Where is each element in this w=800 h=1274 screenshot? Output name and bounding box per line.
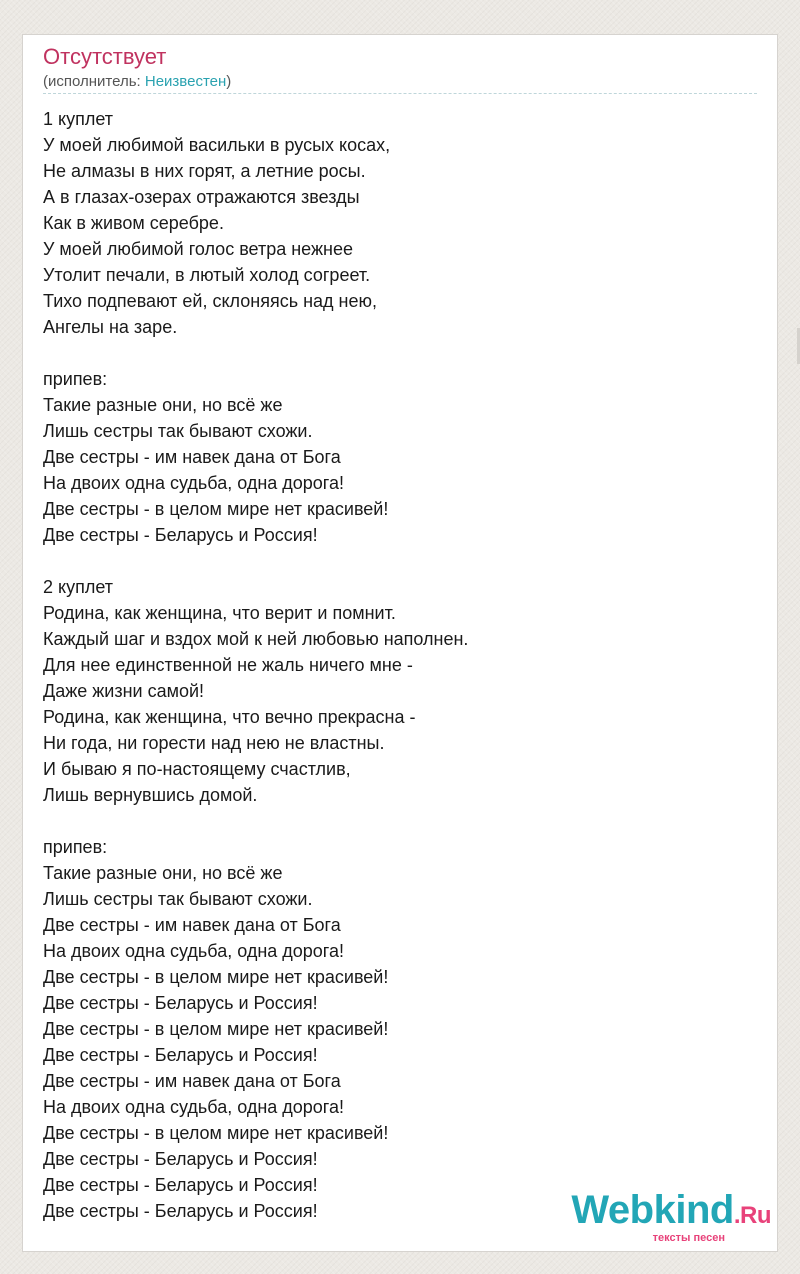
artist-prefix: (исполнитель: (43, 73, 145, 90)
lyric-line: Две сестры - в целом мире нет красивей! (43, 967, 389, 987)
lyric-line: припев: (43, 837, 108, 857)
logo-tld: .Ru (733, 1202, 771, 1229)
lyric-line: На двоих одна судьба, одна дорога! (43, 941, 344, 961)
lyric-line: Две сестры - Беларусь и Россия! (43, 1175, 318, 1195)
lyric-line: Лишь сестры так бывают схожи. (43, 421, 313, 441)
lyric-line: Даже жизни самой! (43, 681, 205, 701)
lyric-line: У моей любимой васильки в русых косах, (43, 135, 391, 155)
lyric-line: Родина, как женщина, что верит и помнит. (43, 603, 396, 623)
lyric-line: Лишь вернувшись домой. (43, 785, 258, 805)
lyric-line: Лишь сестры так бывают схожи. (43, 889, 313, 909)
lyric-line: Ни года, ни горести над нею не властны. (43, 733, 385, 753)
lyrics-card (22, 34, 778, 1252)
lyric-line: На двоих одна судьба, одна дорога! (43, 1097, 344, 1117)
lyric-line: На двоих одна судьба, одна дорога! (43, 473, 344, 493)
lyric-line: Тихо подпевают ей, склоняясь над нею, (43, 291, 377, 311)
lyric-line: Две сестры - Беларусь и Россия! (43, 525, 318, 545)
lyric-line: Две сестры - им навек дана от Бога (43, 915, 341, 935)
lyric-line: Две сестры - Беларусь и Россия! (43, 1149, 318, 1169)
lyric-line (43, 808, 468, 834)
lyric-line: Две сестры - Беларусь и Россия! (43, 993, 318, 1013)
lyric-line: Каждый шаг и вздох мой к ней любовью наполнен. (43, 629, 469, 649)
lyric-line: Две сестры - в целом мире нет красивей! (43, 499, 389, 519)
lyric-line: Родина, как женщина, что вечно прекрасна - (43, 707, 416, 727)
title-divider (43, 93, 757, 94)
logo-tagline: тексты песен (652, 1232, 725, 1244)
artist-link[interactable]: Неизвестен (144, 73, 227, 90)
lyric-line: Утолит печали, в лютый холод согреет. (43, 265, 371, 285)
lyric-line: Для нее единственной не жаль ничего мне - (43, 655, 413, 675)
lyric-line: Ангелы на заре. (43, 317, 178, 337)
lyric-line (43, 340, 468, 366)
site-logo[interactable] (571, 1188, 771, 1244)
lyric-line: Две сестры - в целом мире нет красивей! (43, 1123, 389, 1143)
lyric-line: У моей любимой голос ветра нежнее (43, 239, 353, 259)
artist-line (43, 73, 231, 91)
lyric-line: И бываю я по-настоящему счастлив, (43, 759, 351, 779)
lyric-line: Две сестры - в целом мире нет красивей! (43, 1019, 389, 1039)
lyric-line: припев: (43, 369, 108, 389)
lyric-line: Две сестры - Беларусь и Россия! (43, 1045, 318, 1065)
lyric-line: Две сестры - им навек дана от Бога (43, 447, 341, 467)
artist-suffix: ) (226, 73, 232, 90)
lyric-line: 1 куплет (43, 109, 113, 129)
logo-wordmark (571, 1188, 771, 1235)
lyric-line: Не алмазы в них горят, а летние росы. (43, 161, 366, 181)
song-title: Отсутствует (43, 44, 167, 69)
lyric-line: Две сестры - им навек дана от Бога (43, 1071, 341, 1091)
lyric-line: Такие разные они, но всё же (43, 395, 283, 415)
lyric-line: 2 куплет (43, 577, 113, 597)
lyric-line: Как в живом серебре. (43, 213, 224, 233)
lyric-line: А в глазах-озерах отражаются звезды (43, 187, 360, 207)
lyric-line: Такие разные они, но всё же (43, 863, 283, 883)
lyrics-text (43, 106, 468, 1224)
logo-brand: Webkind (571, 1188, 734, 1232)
lyric-line (43, 548, 468, 574)
lyric-line: Две сестры - Беларусь и Россия! (43, 1201, 318, 1221)
